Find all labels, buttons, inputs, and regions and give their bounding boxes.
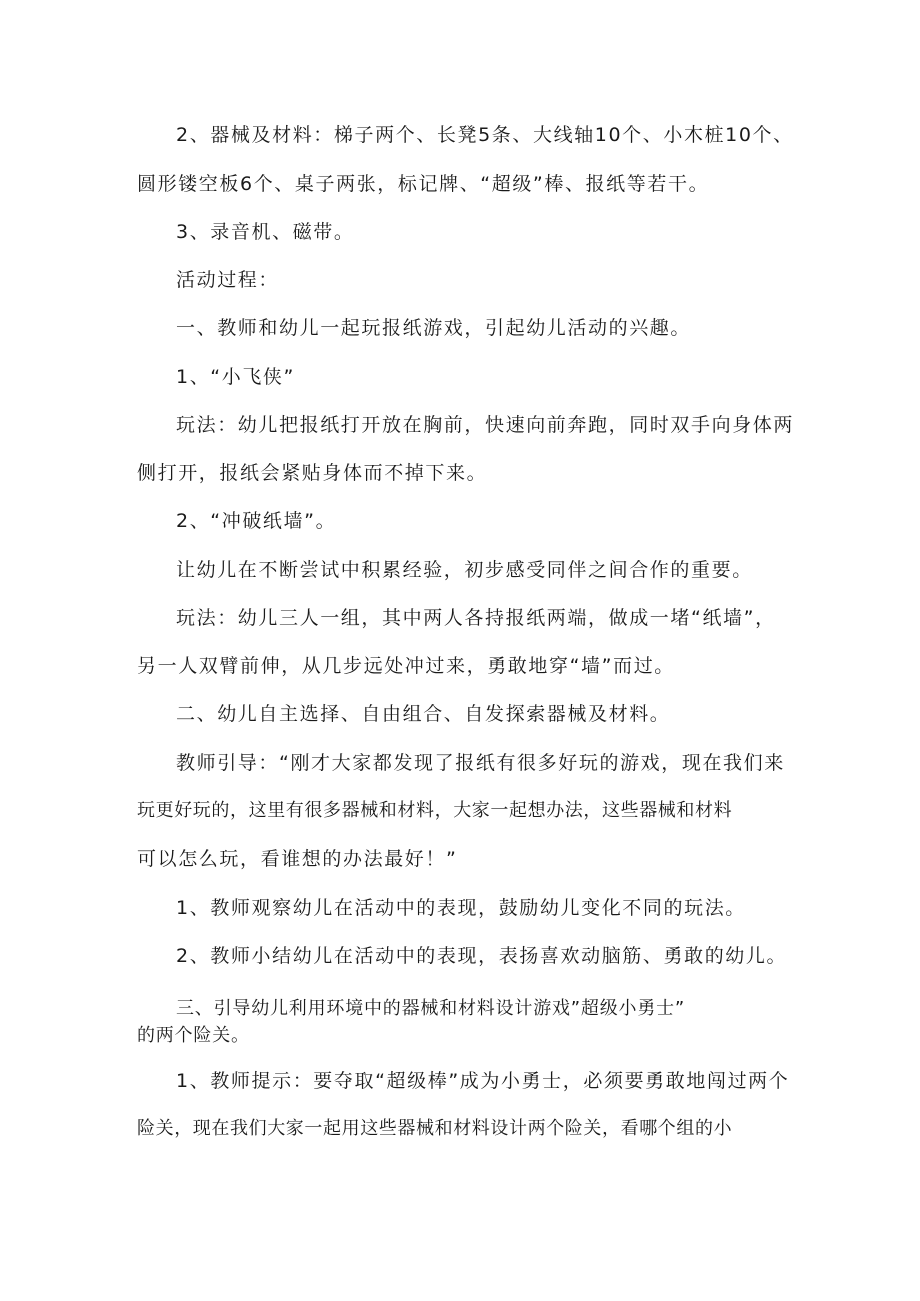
section-two-heading: 二、幼儿自主选择、自由组合、自发探索器械及材料。: [176, 703, 671, 725]
section-three-heading-line-2: 的两个险关。: [137, 1025, 250, 1046]
summary-step: 2、教师小结幼儿在活动中的表现，表扬喜欢动脑筋、勇敢的幼儿。: [176, 945, 788, 967]
game-two-rules-line-2: 另一人双臂前伸，从几步远处冲过来，勇敢地穿“墙”而过。: [137, 655, 675, 677]
materials-line-2: 圆形镂空板6个、桌子两张，标记牌、“超级”棒、报纸等若干。: [137, 173, 710, 195]
game-two-title: 2、“冲破纸墙”。: [176, 510, 337, 532]
game-one-title: 1、“小飞侠”: [176, 366, 295, 388]
section-three-heading-line-1: 三、引导幼儿利用环境中的器械和材料设计游戏”超级小勇士”: [176, 998, 686, 1019]
game-one-rules-line-1: 玩法：幼儿把报纸打开放在胸前，快速向前奔跑，同时双手向身体两: [176, 414, 795, 436]
teacher-guide-line-2: 玩更好玩的，这里有很多器械和材料，大家一起想办法，这些器械和材料: [137, 800, 733, 821]
section-one-heading: 一、教师和幼儿一起玩报纸游戏，引起幼儿活动的兴趣。: [176, 317, 692, 339]
process-heading: 活动过程：: [176, 269, 280, 291]
teacher-hint-line-2: 险关，现在我们大家一起用这些器械和材料设计两个险关，看哪个组的小: [137, 1118, 733, 1139]
materials-line-1: 2、器械及材料：梯子两个、长凳5条、大线轴10个、小木桩10个、: [176, 124, 794, 146]
teacher-guide-line-1: 教师引导：“刚才大家都发现了报纸有很多好玩的游戏，现在我们来: [176, 752, 785, 774]
observation-step: 1、教师观察幼儿在活动中的表现，鼓励幼儿变化不同的玩法。: [176, 897, 746, 919]
equipment-line: 3、录音机、磁带。: [176, 221, 355, 243]
game-one-rules-line-2: 侧打开，报纸会紧贴身体而不掉下来。: [137, 462, 488, 484]
teacher-guide-line-3: 可以怎么玩，看谁想的办法最好！”: [137, 848, 458, 870]
game-two-rules-line-1: 玩法：幼儿三人一组，其中两人各持报纸两端，做成一堵“纸墙”，: [176, 607, 776, 629]
game-two-goal: 让幼儿在不断尝试中积累经验，初步感受同伴之间合作的重要。: [176, 559, 753, 581]
teacher-hint-line-1: 1、教师提示：要夺取“超级棒”成为小勇士，必须要勇敢地闯过两个: [176, 1070, 790, 1092]
